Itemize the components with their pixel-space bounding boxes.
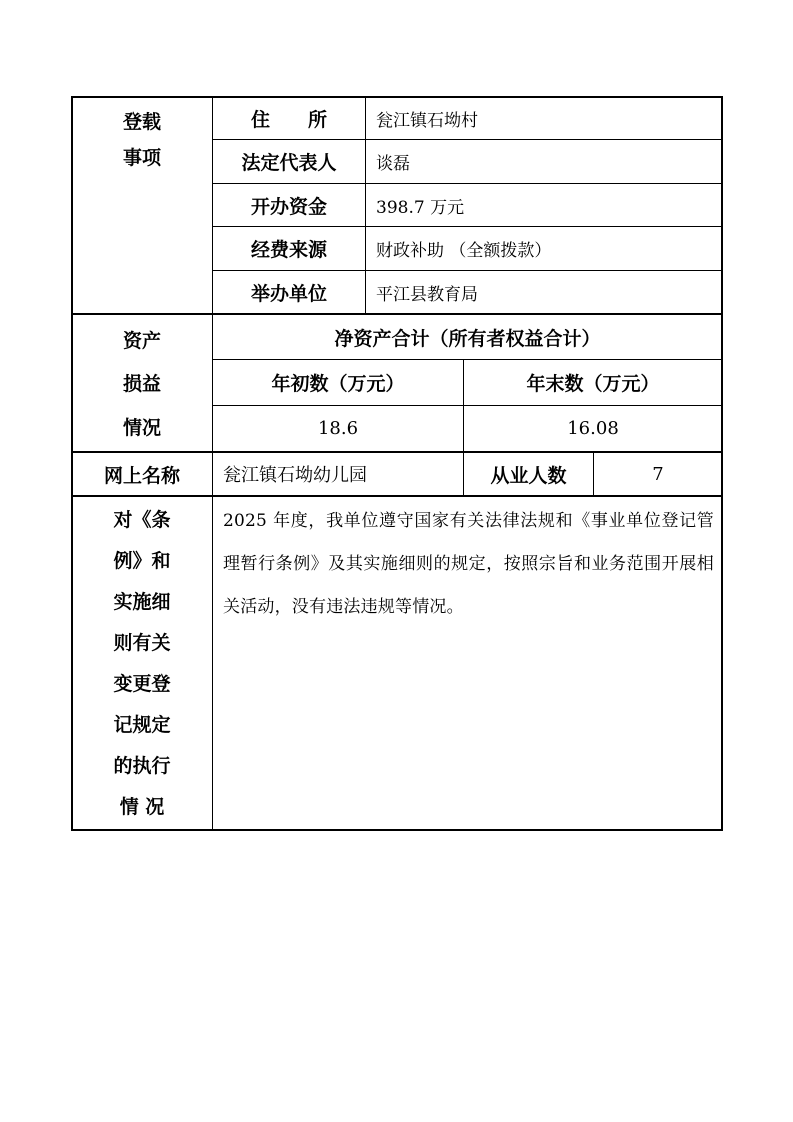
register-section-label: [72, 104, 212, 184]
staff-count-value: 7: [652, 463, 664, 485]
begin-amount-label: 年初数（万元）: [271, 373, 405, 395]
field-value-capital: 398.7 万元: [376, 197, 465, 218]
compliance-section-label: [72, 500, 212, 830]
assets-label-line: 资产: [122, 330, 161, 353]
field-value-funding: 财政补助 （全额拨款）: [376, 241, 552, 261]
field-label-funding: 经费来源: [250, 239, 327, 261]
compliance-statement: 2025 年度，我单位遵守国家有关法律法规和《事业单位登记管理暂行条例》及其实施细则的规定，按照宗旨和业务范围开展相关活动，没有违法违规等情况。: [223, 511, 714, 617]
compliance-label-line: 例》和: [113, 550, 171, 572]
net-assets-header: 净资产合计（所有者权益合计）: [334, 327, 601, 350]
field-label-address: 住 所: [250, 109, 327, 131]
online-name-value: 瓮江镇石坳幼儿园: [223, 465, 367, 486]
assets-label-line: 损益: [122, 373, 161, 396]
compliance-label-line: 对《条: [113, 509, 171, 531]
field-label-legal-rep: 法定代表人: [241, 152, 337, 174]
staff-count-label: 从业人数: [490, 464, 567, 487]
end-amount-value: 16.08: [567, 418, 619, 439]
field-value-address: 瓮江镇石坳村: [376, 111, 478, 131]
compliance-label-line: 变更登: [113, 673, 171, 695]
end-amount-label: 年末数（万元）: [526, 373, 660, 395]
register-label-line: 登载: [122, 111, 161, 133]
assets-section-label: [72, 318, 212, 448]
compliance-label-line: 则有关: [113, 632, 171, 654]
compliance-label-line: 实施细: [113, 591, 171, 613]
field-label-sponsor: 举办单位: [250, 282, 327, 305]
field-label-capital: 开办资金: [250, 195, 327, 218]
begin-amount-value: 18.6: [317, 418, 359, 439]
compliance-label-line: 情 况: [119, 796, 165, 818]
register-label-line: 事项: [122, 147, 161, 169]
compliance-label-line: 记规定: [113, 714, 171, 736]
assets-label-line: 情况: [122, 416, 161, 439]
field-value-sponsor: 平江县教育局: [376, 284, 478, 305]
online-name-label: 网上名称: [103, 464, 180, 487]
field-value-legal-rep: 谈磊: [376, 154, 410, 174]
compliance-label-line: 的执行: [113, 755, 171, 777]
section-divider: [72, 495, 722, 497]
